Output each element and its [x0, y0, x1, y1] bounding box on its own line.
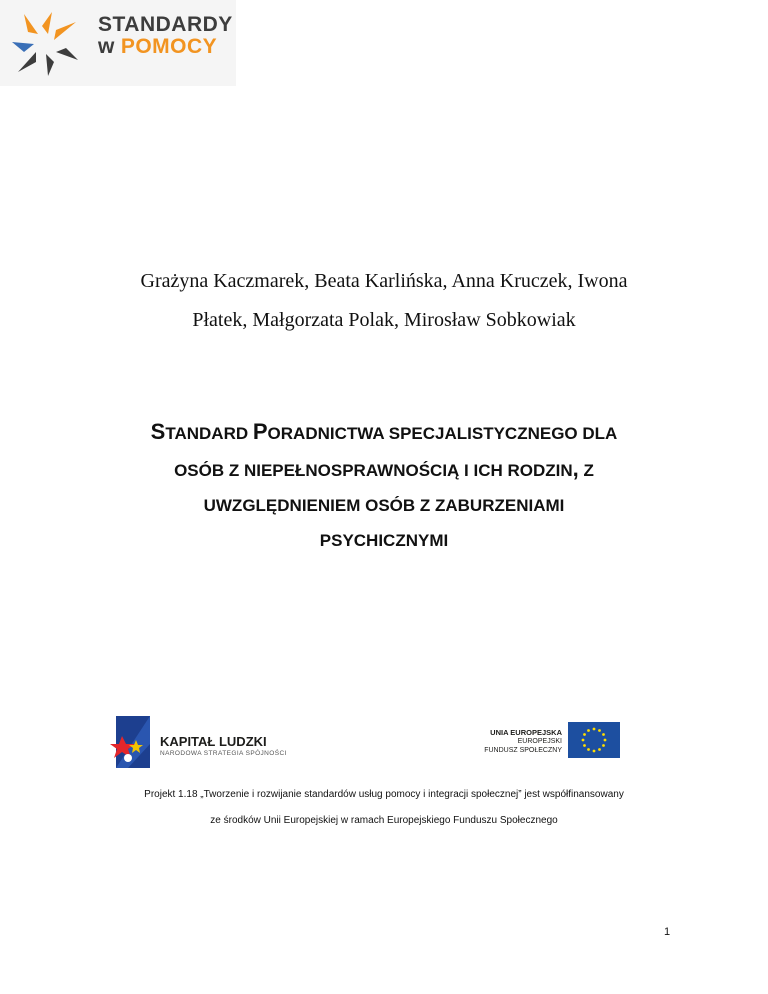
authors-line-2: Płatek, Małgorzata Polak, Mirosław Sobkowiak	[192, 309, 576, 331]
eu-line-1: UNIA EUROPEJSKA	[490, 728, 562, 737]
eu-line-2: EUROPEJSKI	[517, 738, 562, 745]
kapital-ludzki-subtitle: NARODOWA STRATEGIA SPÓJNOŚCI	[160, 750, 287, 757]
eu-flag-icon	[568, 722, 620, 758]
page-number: 1	[664, 926, 671, 938]
document-title	[84, 414, 684, 558]
project-caption	[60, 782, 708, 834]
title-line-4: PSYCHICZNYMI	[319, 531, 449, 550]
authors-block	[80, 262, 688, 340]
eu-line-3: FUNDUSZ SPOŁECZNY	[484, 747, 562, 754]
logo-line-standardy: STANDARDY	[98, 13, 233, 36]
logo-word-w: w	[98, 35, 115, 58]
standardy-star-logo-icon	[8, 8, 88, 78]
kapital-ludzki-title: KAPITAŁ LUDZKI	[160, 734, 267, 749]
title-line-1: STANDARD PORADNICTWA SPECJALISTYCZNEGO DLA	[150, 419, 618, 444]
title-line-2: OSÓB Z NIEPEŁNOSPRAWNOŚCIĄ I ICH RODZIN, Z	[174, 456, 594, 481]
logo-word-pomocy: POMOCY	[120, 35, 218, 58]
kapital-ludzki-logo	[110, 714, 300, 770]
caption-line-1: Projekt 1.18 „Tworzenie i rozwijanie standardów usług pomocy i integracji społecznej” jest współfinansowany	[144, 789, 624, 800]
eu-logo	[470, 722, 620, 762]
caption-line-2: ze środków Unii Europejskiej w ramach Europejskiego Funduszu Społecznego	[210, 815, 558, 826]
standardy-logo	[0, 0, 236, 86]
title-line-3: UWZGLĘDNIENIEM OSÓB Z ZABURZENIAMI	[203, 496, 565, 515]
kapital-ludzki-emblem-icon	[110, 714, 154, 770]
authors-line-1: Grażyna Kaczmarek, Beata Karlińska, Anna Kruczek, Iwona	[140, 270, 628, 292]
